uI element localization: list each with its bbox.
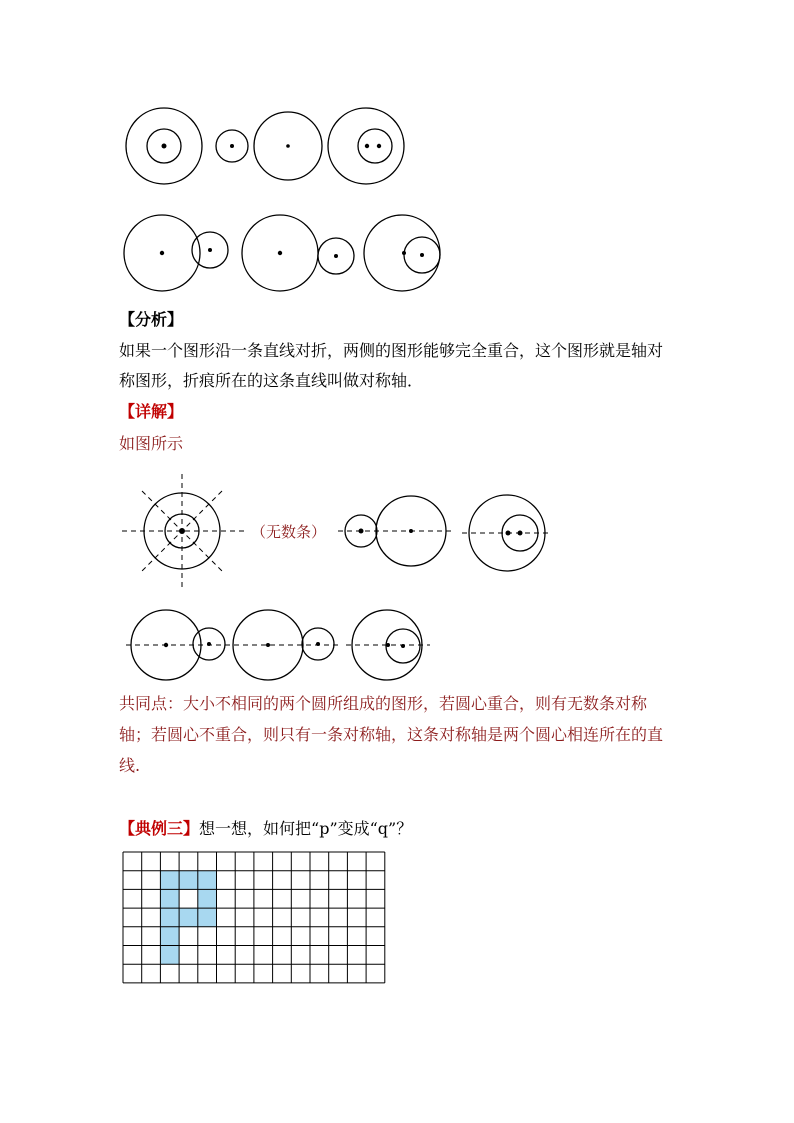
p-cell [198,871,217,890]
symmetry-axes-row-2 [126,610,430,680]
letter-p-shape [160,871,216,965]
p-cell [198,908,217,927]
common-point-line-1: 共同点：大小不相同的两个圆所组成的图形，若圆心重合，则有无数条对称 [119,694,648,713]
p-letter-grid [123,852,385,983]
example-3-tag: 【典例三】 [119,819,200,838]
symmetry-axes-row-1 [122,474,552,588]
example-3-question: 想一想，如何把“p”变成“q”？ [199,819,413,838]
analysis-heading: 【分析】 [119,310,184,329]
p-cell [198,889,217,908]
solution-intro: 如图所示 [119,434,184,453]
common-point-line-2: 轴；若圆心不重合，则只有一条对称轴，这条对称轴是两个圆心相连所在的直 [119,725,664,744]
p-cell [160,927,179,946]
p-cell [160,908,179,927]
analysis-text-line-2: 称图形，折痕所在的这条直线叫做对称轴． [119,371,424,390]
infinite-axes-label: （无数条） [251,523,327,541]
circle-pairs-row-1 [126,108,404,184]
p-cell [160,889,179,908]
p-cell [179,908,198,927]
solution-heading: 【详解】 [119,402,184,421]
example-3-line [119,814,412,844]
analysis-text-line-1: 如果一个图形沿一条直线对折，两侧的图形能够完全重合，这个图形就是轴对 [119,341,664,360]
p-cell [179,871,198,890]
p-cell [160,871,179,890]
common-point-line-3: 线. [119,756,141,775]
p-cell [160,946,179,965]
